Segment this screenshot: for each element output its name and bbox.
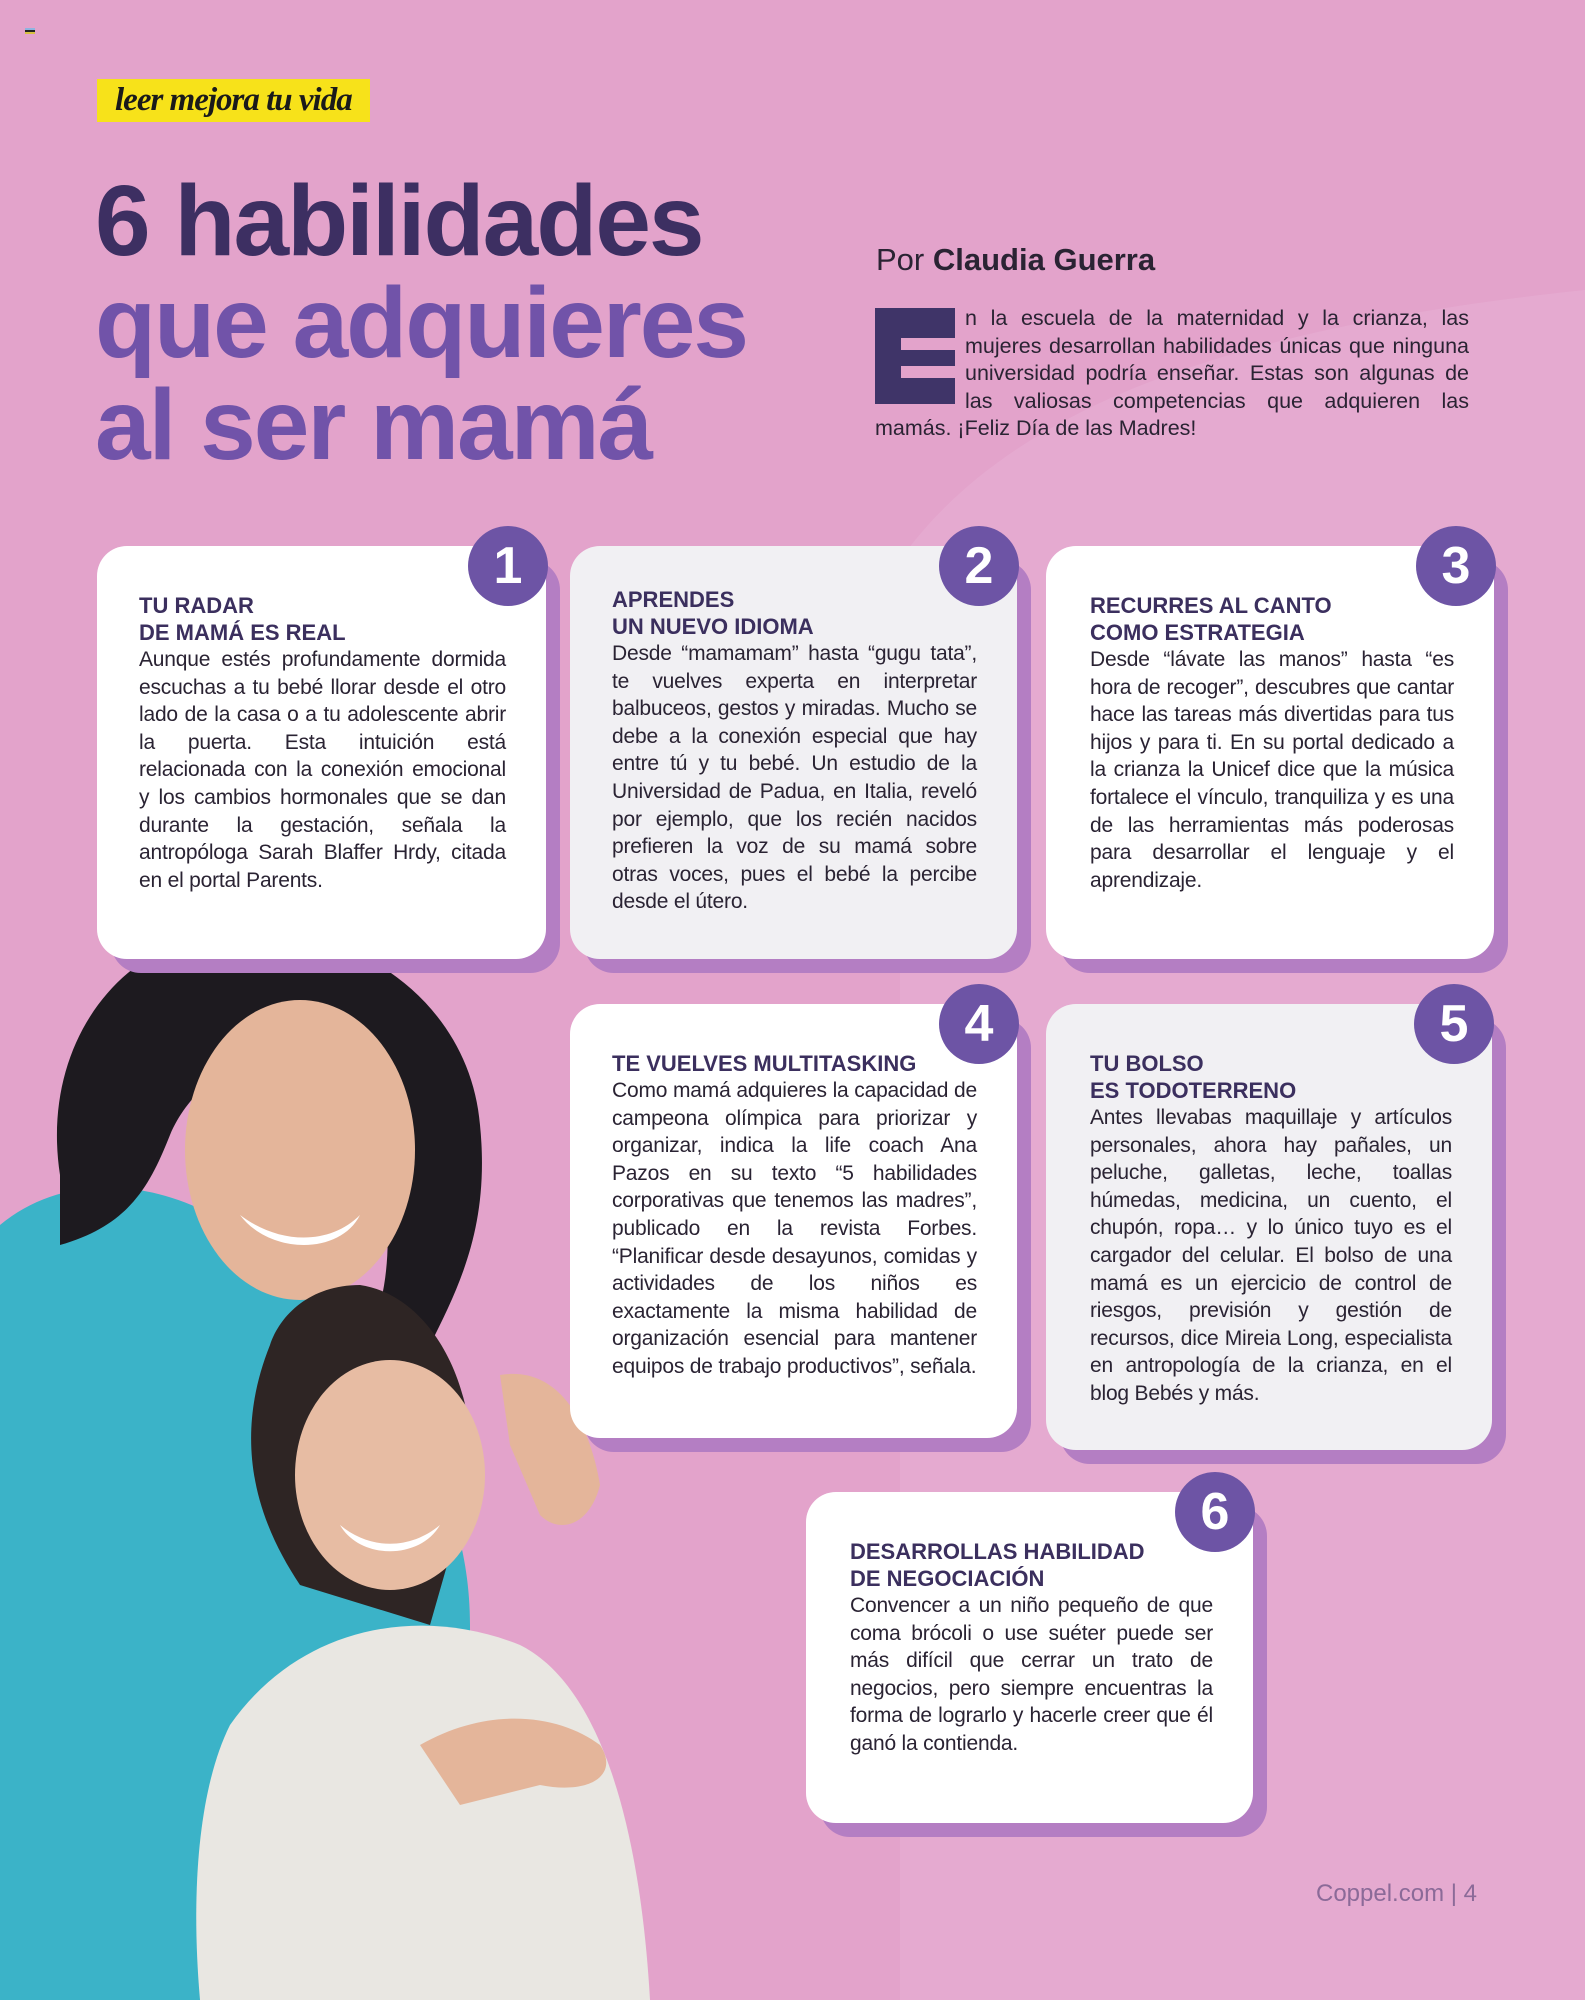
drop-cap: [875, 308, 955, 404]
number-badge: 6: [1175, 1472, 1255, 1552]
skill-card-2: [570, 537, 1017, 959]
author-name: Claudia Guerra: [932, 242, 1156, 277]
card-body: Desde “lávate las manos” hasta “es hora de recoger”, descubres que cantar hace las tareas más divertidas para tus hijos y para ti. En su portal dedicado a la crianza la Unicef dice que la música fortalece el vínculo, tranquiliza y es una de las herramientas más poderosas para desarrollar el lenguaje y el aprendizaje.: [1090, 648, 1454, 892]
title-line-1: 6 habilidades: [95, 165, 703, 277]
page-footer: Coppel.com | 4: [1316, 1880, 1477, 1907]
flag-icon: [25, 28, 35, 34]
skill-card-4: [570, 995, 1017, 1438]
card-heading: TU BOLSO ES TODOTERRENO: [1090, 1051, 1297, 1103]
card-body: Como mamá adquieres la capacidad de campeona olímpica para priorizar y organizar, indica la life coach Ana Pazos en su texto “5 habilidades corporativas que tenemos las madres”, publicado en la revista Forbes. “Planificar desde desayunos, comidas y actividades de los niños es exactamente la misma habilidad de organización esencial para mantener equipos de trabajo productivos”, señala.: [612, 1079, 977, 1378]
byline: Por Claudia Guerra: [876, 242, 1156, 277]
card-heading: APRENDES UN NUEVO IDIOMA: [612, 587, 814, 639]
card-heading: TE VUELVES MULTITASKING: [612, 1051, 917, 1076]
site-link[interactable]: Coppel.com: [1316, 1880, 1445, 1907]
card-body: Antes llevabas maquillaje y artículos personales, ahora hay pañales, un peluche, galletas, leche, toallas húmedas, medicina, un cuento, el chupón, ropa… y lo único tuyo es el cargador del celular. El bolso de una mamá es un ejercicio de control de riesgos, previsión y gestión de recursos, dice Mireia Long, especialista en antropología de la crianza, en el blog Bebés y más.: [1090, 1106, 1452, 1405]
section-tag: leer mejora tu vida: [97, 79, 370, 122]
card-body: Desde “mamamam” hasta “gugu tata”, te vuelves experta en interpretar balbuceos, gestos y miradas. Mucho se debe a la conexión especial que hay entre tú y tu bebé. Un estudio de la Universidad de Padua, en Italia, reveló por ejemplo, que los recién nacidos prefieren la voz de su mamá sobre otras voces, pues el bebé la percibe desde el útero.: [612, 642, 977, 914]
mother-daughter-photo: [0, 925, 660, 2000]
card-heading: TU RADAR DE MAMÁ ES REAL: [139, 593, 346, 645]
page-number: 4: [1463, 1880, 1477, 1907]
title-line-2: que adquieres: [95, 267, 747, 379]
number-badge: 4: [939, 984, 1019, 1064]
number-badge: 1: [468, 526, 548, 606]
skill-card-3: [1046, 537, 1494, 959]
page-title: [95, 165, 747, 481]
skill-card-5: [1046, 995, 1492, 1450]
card-heading: RECURRES AL CANTO COMO ESTRATEGIA: [1090, 593, 1332, 645]
skill-card-1: [97, 537, 546, 959]
title-line-3: al ser mamá: [95, 369, 652, 481]
number-badge: 5: [1414, 984, 1494, 1064]
intro-paragraph: n la escuela de la maternidad y la crianza, las mujeres desarrollan habilidades únicas que ninguna universidad podría enseñar. Estas son algunas de las valiosas competencias que adquieren las mamás. ¡Feliz Día de las Madres!: [875, 306, 1469, 440]
skill-card-6: [806, 1483, 1253, 1823]
card-body: Convencer a un niño pequeño de que coma brócoli o use suéter puede ser más difícil que cerrar un trato de negocios, pero siempre encuentras la forma de lograrlo y hacerle creer que él ganó la contienda.: [850, 1594, 1213, 1755]
card-heading: DESARROLLAS HABILIDAD DE NEGOCIACIÓN: [850, 1539, 1145, 1591]
number-badge: 2: [939, 526, 1019, 606]
card-body: Aunque estés profundamente dormida escuchas a tu bebé llorar desde el otro lado de la casa o a tu adolescente abrir la puerta. Esta intuición está relacionada con la conexión emocional y los cambios hormonales que se dan durante la gestación, señala la antropóloga Sarah Blaffer Hrdy, citada en el portal Parents.: [139, 648, 506, 892]
number-badge: 3: [1416, 526, 1496, 606]
